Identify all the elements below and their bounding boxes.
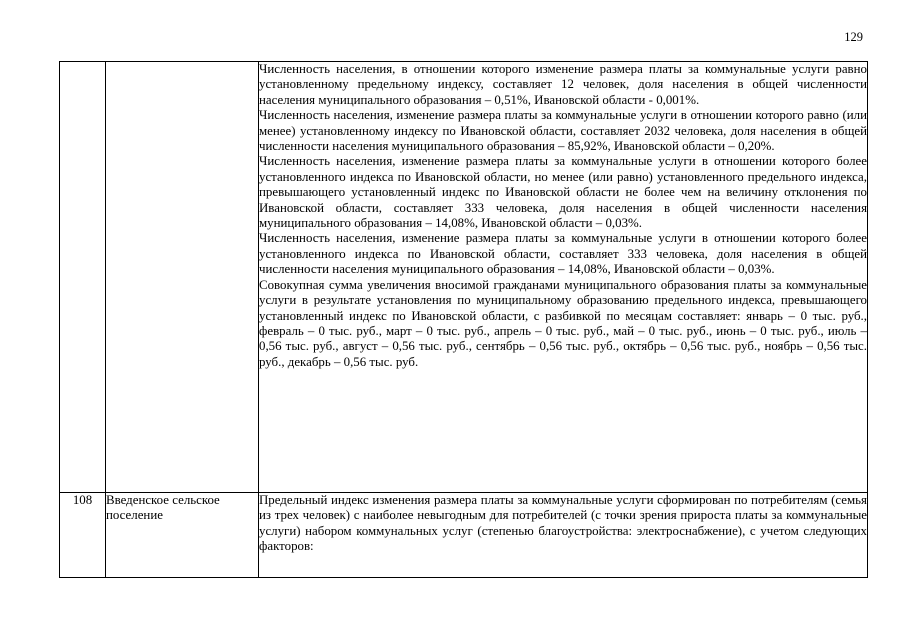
paragraph-above-index-population: Численность населения, изменение размера платы за коммунальные услуги в отношении которого более установленного индекса по Ивановской области, составляет 333 человека, доля населения в общей численности населения муниципального образования – 14,08%, Ивановской области – 0,03%. bbox=[259, 231, 867, 277]
paragraph-monthly-increase-sum: Совокупная сумма увеличения вносимой гражданами муниципального образования платы за коммунальные услуги в результате установления по муниципальному образованию предельного индекса, превышающего установленный индекс по Ивановской области, с разбивкой по месяцам составляет: январь – 0 тыс. руб., февраль – 0 тыс. руб., март – 0 тыс. руб., апрель – 0 тыс. руб., май – 0 тыс. руб., июнь – 0 тыс. руб., июль – 0,56 тыс. руб., август – 0,56 тыс. руб., сентябрь – 0,56 тыс. руб., октябрь – 0,56 тыс. руб., ноябрь – 0,56 тыс. руб., декабрь – 0,56 тыс. руб. bbox=[259, 277, 867, 369]
paragraph-max-index-population: Численность населения, в отношении которого изменение размера платы за коммунальные услуги равно установленному предельному индексу, составляет 12 человек, доля населения в общей численности населения муниципального образования – 0,51%, Ивановской области - 0,001%. bbox=[259, 62, 867, 107]
paragraph-between-indexes-population: Численность населения, изменение размера платы за коммунальные услуги в отношении которого более установленного индекса по Ивановской области, но менее (или равно) установленного предельного индекса, превышающего установленный индекс по Ивановской области не более чем на величину отклонения по Ивановской области, составляет 333 человека, доля населения в общей численности населения муниципального образования – 14,08%, Ивановской области – 0,03%. bbox=[259, 154, 867, 231]
description-cell bbox=[259, 62, 868, 493]
row-number-cell: 108 bbox=[60, 493, 106, 578]
page-number: 129 bbox=[844, 30, 863, 44]
paragraph-index-formation: Предельный индекс изменения размера платы за коммунальные услуги сформирован по потребителям (семья из трех человек) с наиболее невыгодным для потребителей (с точки зрения прироста платы за коммунальные услуги) набором коммунальных услуг (степенью благоустройства: электроснабжение), с учетом следующих факторов: bbox=[259, 493, 867, 554]
description-cell bbox=[259, 493, 868, 578]
municipality-name-cell bbox=[106, 62, 259, 493]
row-number-cell bbox=[60, 62, 106, 493]
table-row bbox=[60, 493, 868, 578]
paragraph-equal-or-less-population: Численность населения, изменение размера платы за коммунальные услуги в отношении которого равно (или менее) установленному индексу по Ивановской области, составляет 2032 человека, доля населения в общей численности населения муниципального образования – 85,92%, Ивановской области – 0,20%. bbox=[259, 108, 867, 154]
table-row bbox=[60, 62, 868, 493]
municipality-name-cell: Введенское сельское поселение bbox=[106, 493, 259, 578]
document-table bbox=[59, 61, 868, 578]
